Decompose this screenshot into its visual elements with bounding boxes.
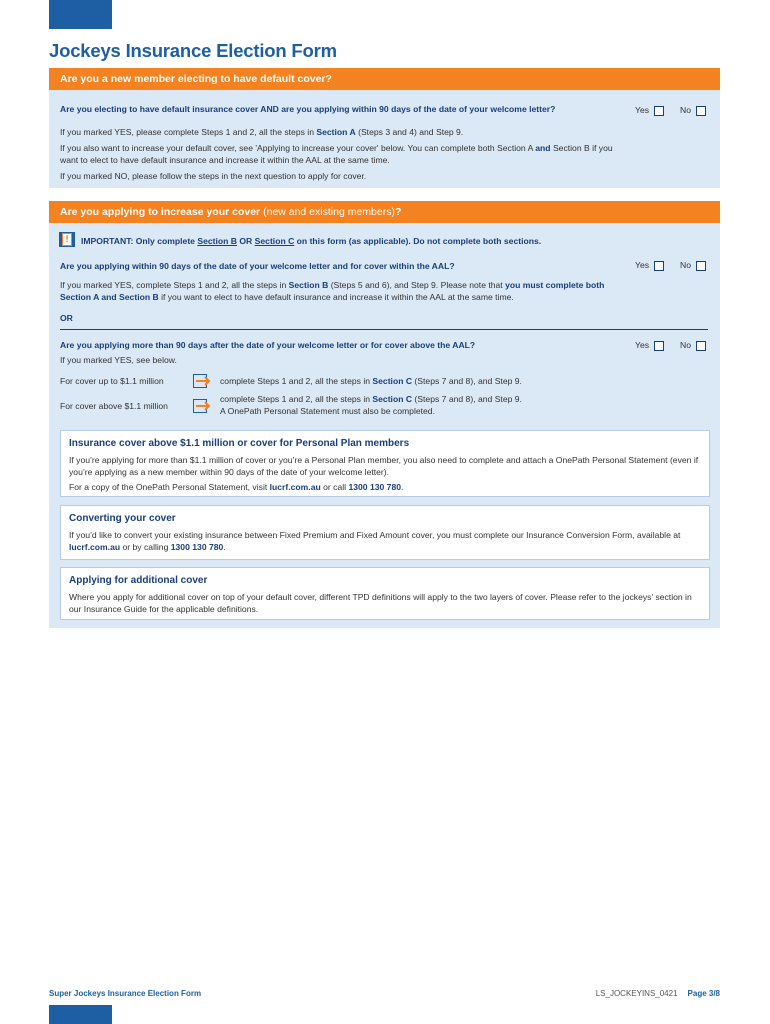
no-checkbox[interactable] bbox=[696, 261, 706, 271]
cover-above-instruction: complete Steps 1 and 2, all the steps in Section C (Steps 7 and 8), and Step 9. A OnePath Personal Statement must also be completed. bbox=[220, 394, 522, 416]
website-link[interactable]: lucrf.com.au bbox=[269, 481, 321, 492]
cover-up-to-instruction: complete Steps 1 and 2, all the steps in Section C (Steps 7 and 8), and Step 9. bbox=[220, 376, 522, 386]
footer-code: LS_JOCKEYINS_0421 bbox=[595, 989, 678, 998]
footer-tab bbox=[49, 1005, 112, 1024]
arrow-right-icon bbox=[193, 374, 212, 388]
important-note: IMPORTANT: Only complete Section B OR Section C on this form (as applicable). Do not complete both sections. bbox=[81, 236, 542, 246]
info-box-title: Converting your cover bbox=[69, 513, 176, 524]
info-box-title: Insurance cover above $1.1 million or cover for Personal Plan members bbox=[69, 438, 410, 449]
section-new-member-header: Are you a new member electing to have default cover? bbox=[49, 68, 720, 90]
yes-checkbox[interactable] bbox=[654, 261, 664, 271]
info-box-text: If you’re applying for more than $1.1 million of cover or you’re a Personal Plan member, you also need to complete and attach a OnePath Personal Statement (even if you’re applying as a new member within 90 days of the date of your welcome letter). bbox=[69, 454, 699, 477]
or-label: OR bbox=[60, 313, 73, 323]
no-label: No bbox=[680, 105, 691, 115]
info-box-contact: For a copy of the OnePath Personal Statement, visit lucrf.com.au or call 1300 130 780. bbox=[69, 481, 404, 492]
page-number: Page 3/8 bbox=[687, 989, 720, 998]
phone-link[interactable]: 1300 130 780 bbox=[170, 541, 224, 552]
header-tab bbox=[49, 0, 112, 29]
no-option[interactable] bbox=[680, 105, 706, 117]
section-b-link[interactable]: Section B bbox=[197, 236, 237, 246]
no-checkbox[interactable] bbox=[696, 341, 706, 351]
cover-above-label: For cover above $1.1 million bbox=[60, 401, 168, 411]
cover-up-to-label: For cover up to $1.1 million bbox=[60, 376, 164, 386]
info-box-title: Applying for additional cover bbox=[69, 575, 208, 586]
instruction-increase: If you also want to increase your default cover, see 'Applying to increase your cover' below. You can complete both Section A and Section B if you want to elect to have default insurance and increase it within the AAL at the same time. bbox=[60, 143, 613, 165]
website-link[interactable]: lucrf.com.au bbox=[69, 541, 121, 552]
yes-label: Yes bbox=[635, 105, 650, 115]
instruction-yes: If you marked YES, please complete Steps 1 and 2, all the steps in Section A (Steps 3 and 4) and Step 9. bbox=[60, 127, 464, 137]
yes-checkbox[interactable] bbox=[654, 106, 664, 116]
yes-option[interactable] bbox=[635, 105, 664, 117]
divider bbox=[60, 329, 708, 330]
page-title: Jockeys Insurance Election Form bbox=[49, 40, 337, 61]
yes-label: Yes bbox=[635, 260, 650, 270]
footer-form-name: Super Jockeys Insurance Election Form bbox=[49, 989, 202, 998]
question-after-90-days: Are you applying more than 90 days after the date of your welcome letter or for cover above the AAL? bbox=[60, 340, 476, 350]
section-c-link[interactable]: Section C bbox=[254, 236, 295, 246]
no-label: No bbox=[680, 260, 691, 270]
instruction-no: If you marked NO, please follow the steps in the next question to apply for cover. bbox=[60, 171, 367, 181]
yes-option[interactable] bbox=[635, 260, 664, 272]
no-label: No bbox=[680, 340, 691, 350]
no-checkbox[interactable] bbox=[696, 106, 706, 116]
yes-option[interactable] bbox=[635, 340, 664, 352]
question-within-90-days: Are you applying within 90 days of the date of your welcome letter and for cover within the AAL? bbox=[60, 261, 455, 271]
question-default-cover: Are you electing to have default insurance cover AND are you applying within 90 days of the date of your welcome letter? bbox=[60, 104, 556, 114]
arrow-right-icon bbox=[193, 399, 212, 413]
no-option[interactable] bbox=[680, 340, 706, 352]
phone-link[interactable]: 1300 130 780 bbox=[348, 481, 402, 492]
instruction-section-b: If you marked YES, complete Steps 1 and 2, all the steps in Section B (Steps 5 and 6), and Step 9. Please note that you must complete both Section A and Section B if you want to elect to have default insurance and increase it within the AAL at the same time. bbox=[60, 280, 605, 302]
info-box-text: If you’d like to convert your existing insurance between Fixed Premium and Fixed Amount cover, you must complete our Insurance Conversion Form, available at lucrf.com.au or by calling 1300 130 780. bbox=[69, 529, 681, 552]
info-box-text: Where you apply for additional cover on top of your default cover, different TPD definitions will apply to the two layers of cover. Please refer to the jockeys’ section in our Insurance Guide for the applicable definitions. bbox=[69, 591, 692, 614]
section-increase-header: Are you applying to increase your cover (new and existing members)? bbox=[49, 201, 720, 223]
yes-checkbox[interactable] bbox=[654, 341, 664, 351]
no-option[interactable] bbox=[680, 260, 706, 272]
warning-icon: ! bbox=[59, 232, 75, 247]
info-box-personal-statement bbox=[60, 430, 710, 497]
instruction-see-below: If you marked YES, see below. bbox=[60, 355, 177, 365]
yes-label: Yes bbox=[635, 340, 650, 350]
footer-page-info bbox=[596, 988, 720, 999]
info-box-additional-cover bbox=[60, 567, 710, 620]
info-box-converting bbox=[60, 505, 710, 560]
